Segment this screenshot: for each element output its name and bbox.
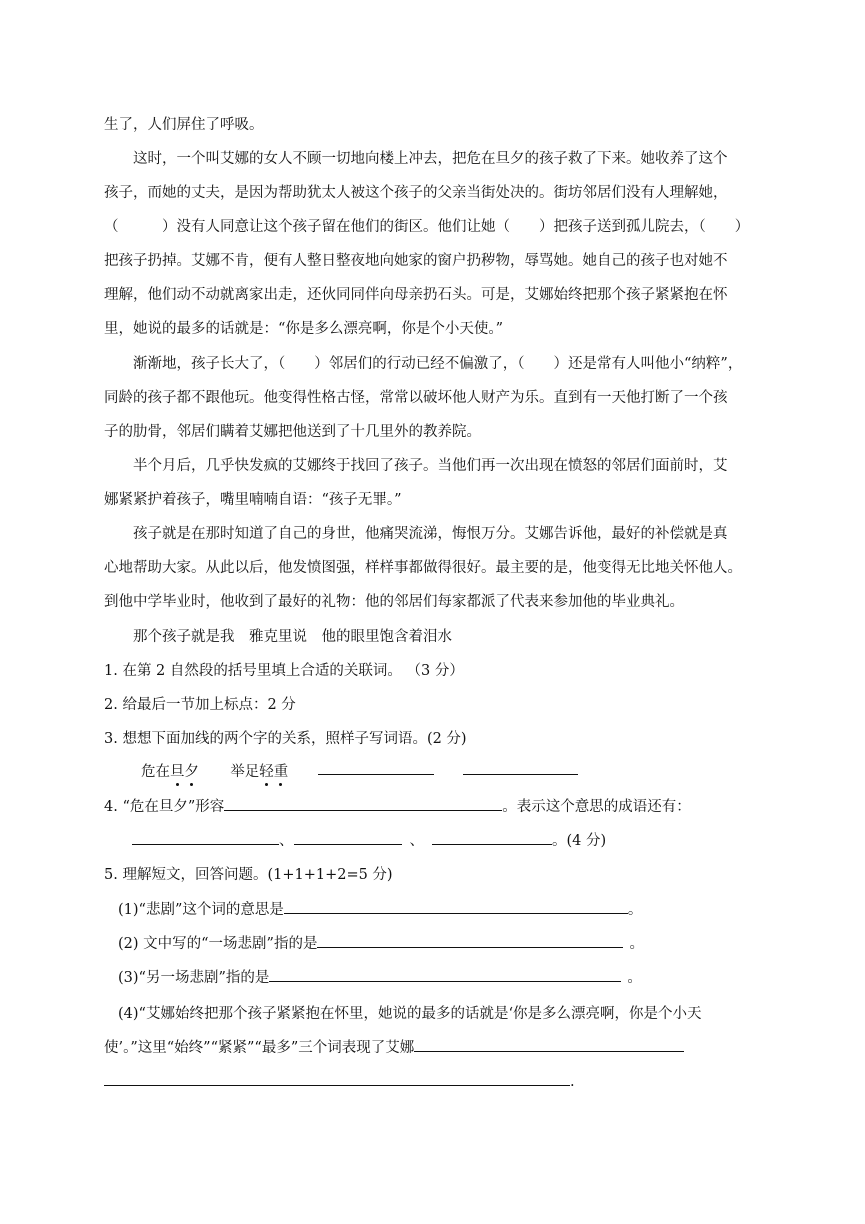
paragraph-line: 子的肋骨，邻居们瞒着艾娜把他送到了十几里外的教养院。	[104, 424, 481, 440]
question-5-2: (2) 文中写的“一场悲剧”指的是 。	[118, 932, 644, 953]
paragraph-line: 同龄的孩子都不跟他玩。他变得性格古怪，常常以破坏他人财产为乐。直到有一天他打断了一个孩	[104, 390, 728, 406]
answer-blank[interactable]	[317, 932, 623, 948]
question-5-4-line-2: 使’。”这里“始终”“紧紧”“最多”三个词表现了艾娜	[104, 1036, 684, 1057]
paragraph-line: 渐渐地，孩子长大了，（ ）邻居们的行动已经不偏激了，（ ）还是常有人叫他小“纳粹”，	[133, 356, 743, 372]
answer-blank[interactable]	[294, 829, 402, 845]
example-word-1: 危在旦夕	[141, 764, 199, 780]
answer-blank[interactable]	[269, 966, 621, 982]
paragraph-line: 那个孩子就是我 雅克里说 他的眼里饱含着泪水	[133, 629, 452, 645]
paragraph-line: 把孩子扔掉。艾娜不肯，便有人整日整夜地向她家的窗户扔秽物，辱骂她。她自己的孩子也对她不	[104, 253, 728, 269]
question-5-1: (1)“悲剧”这个词的意思是 。	[118, 898, 642, 919]
answer-blank[interactable]	[463, 759, 578, 775]
paragraph-line: （ ）没有人同意让这个孩子留在他们的街区。他们让她（ ）把孩子送到孤儿院去，（ ）	[104, 219, 750, 235]
paragraph-line: 里，她说的最多的话就是：“你是多么漂亮啊，你是个小天使。”	[104, 321, 504, 337]
question-5-3: (3)“另一场悲剧”指的是 。	[118, 966, 642, 987]
question-4-line-2: 、 、 。(4 分)	[132, 829, 606, 850]
answer-blank[interactable]	[104, 1070, 570, 1086]
paragraph-line: 生了，人们屏住了呼吸。	[104, 117, 264, 133]
answer-blank[interactable]	[284, 898, 628, 914]
question-5-4-line-3: .	[104, 1070, 575, 1090]
answer-blank[interactable]	[224, 795, 502, 811]
question-2: 2. 给最后一节加上标点：2 分	[104, 697, 296, 713]
answer-blank[interactable]	[318, 759, 434, 775]
paragraph-line: 到他中学毕业时，他收到了最好的礼物：他的邻居们每家都派了代表来参加他的毕业典礼。	[104, 594, 684, 610]
paragraph-line: 孩子，而她的丈夫，是因为帮助犹太人被这个孩子的父亲当街处决的。街坊邻居们没有人理解她，	[104, 185, 728, 201]
answer-blank[interactable]	[432, 829, 552, 845]
question-1: 1. 在第 2 自然段的括号里填上合适的关联词。 （3 分）	[104, 663, 464, 679]
answer-blank[interactable]	[132, 829, 279, 845]
answer-blank[interactable]	[414, 1036, 684, 1052]
question-4: 4. “危在旦夕”形容 。表示这个意思的成语还有：	[104, 795, 691, 816]
example-word-2: 举足轻重	[230, 764, 288, 780]
paragraph-line: 心地帮助大家。从此以后，他发愤图强，样样事都做得很好。最主要的是，他变得无比地关怀他人。	[104, 560, 742, 576]
question-3-example-row	[141, 760, 288, 781]
question-3: 3. 想想下面加线的两个字的关系，照样子写词语。(2 分)	[104, 731, 467, 747]
paragraph-line: 孩子就是在那时知道了自己的身世，他痛哭流涕，悔恨万分。艾娜告诉他，最好的补偿就是真	[133, 526, 728, 542]
question-5-4: (4)“艾娜始终把那个孩子紧紧抱在怀里，她说的最多的话就是‘你是多么漂亮啊，你是个小天	[118, 1006, 702, 1022]
paragraph-line: 这时，一个叫艾娜的女人不顾一切地向楼上冲去，把危在旦夕的孩子救了下来。她收养了这个	[133, 151, 728, 167]
paragraph-line: 理解，他们动不动就离家出走，还伙同同伴向母亲扔石头。可是，艾娜始终把那个孩子紧紧抱在怀	[104, 287, 728, 303]
paragraph-line: 半个月后，几乎快发疯的艾娜终于找回了孩子。当他们再一次出现在愤怒的邻居们面前时，艾	[133, 458, 728, 474]
question-5: 5. 理解短文，回答问题。(1+1+1+2=5 分)	[104, 867, 393, 883]
paragraph-line: 娜紧紧护着孩子，嘴里喃喃自语：“孩子无罪。”	[104, 492, 402, 508]
